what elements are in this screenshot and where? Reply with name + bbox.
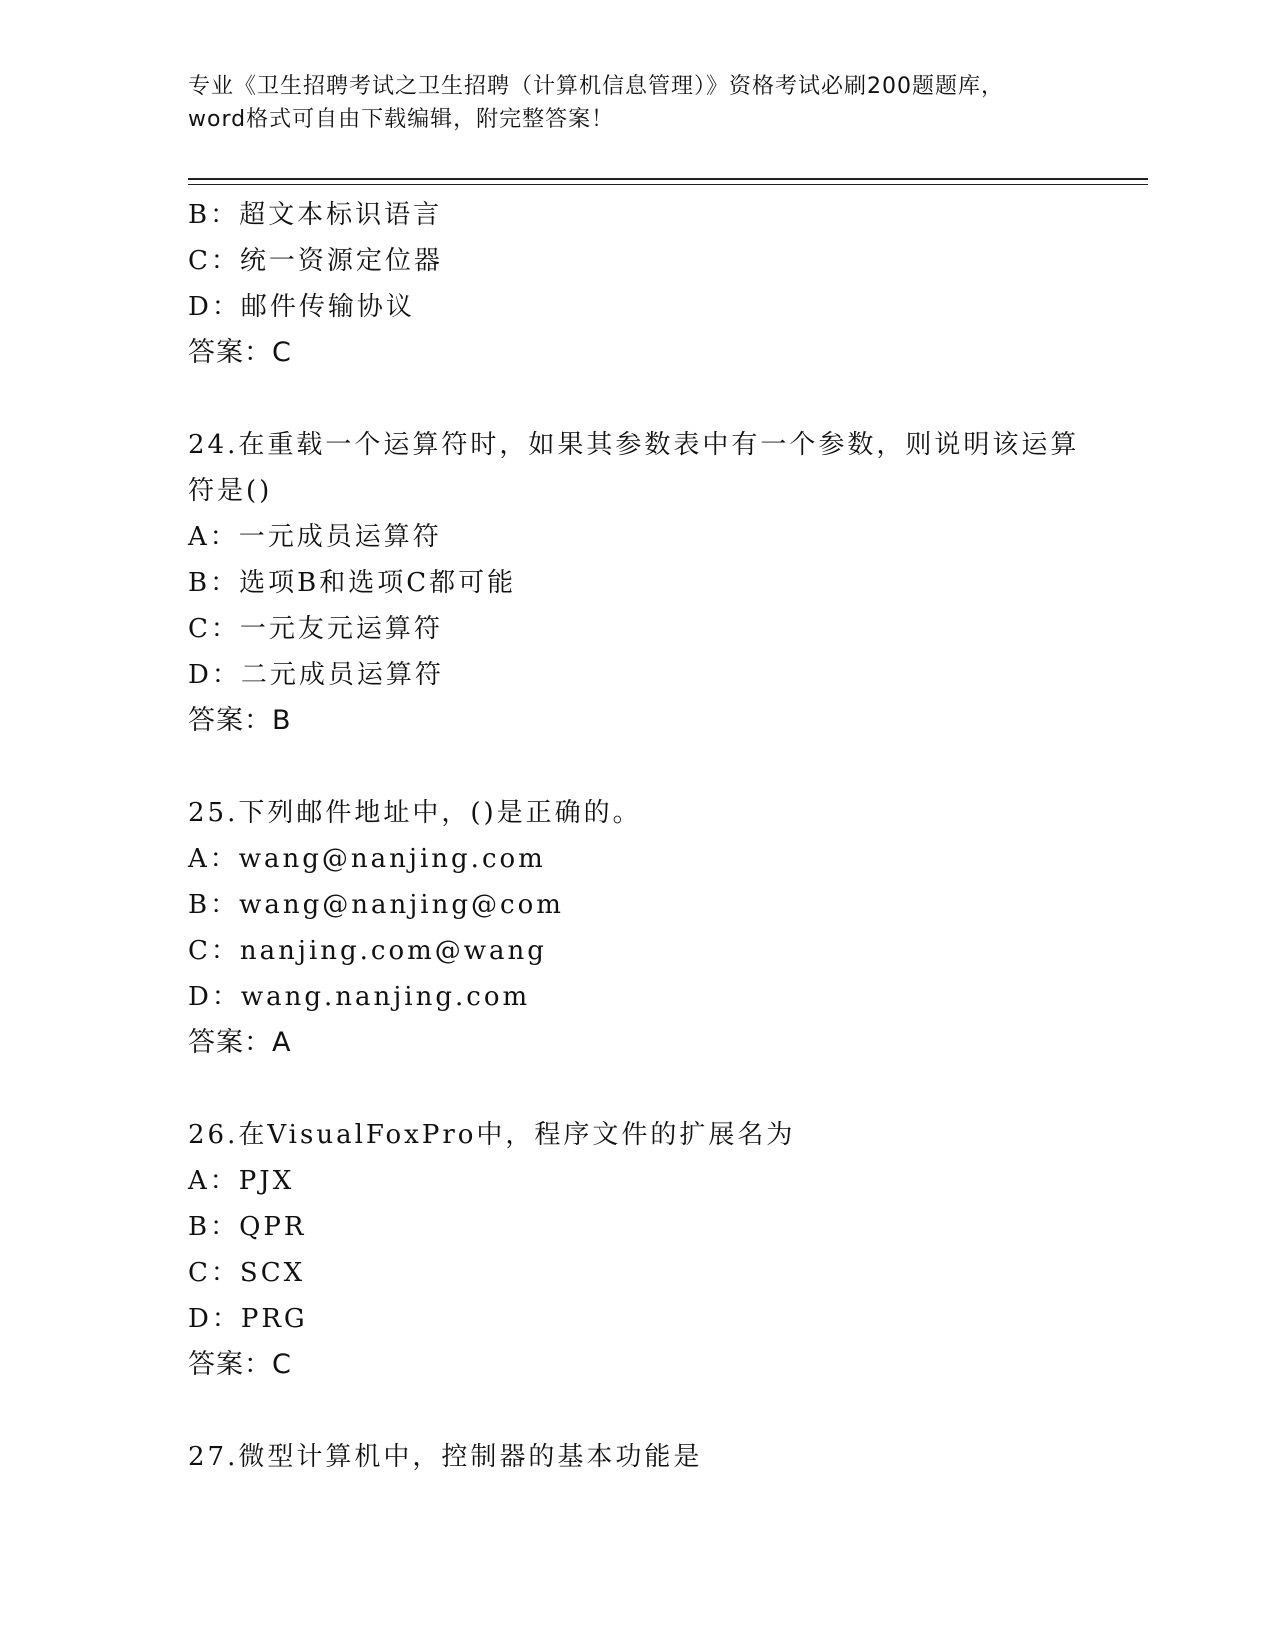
option-c: C：SCX: [188, 1258, 306, 1288]
spacer: [188, 1066, 1148, 1112]
question-text-continued: 符是(): [188, 476, 273, 506]
answer: 答案：C: [188, 1349, 292, 1380]
spacer: [188, 376, 1148, 422]
option-d: D：邮件传输协议: [188, 292, 415, 322]
answer: 答案：A: [188, 1027, 292, 1058]
option-d: D：wang.nanjing.com: [188, 982, 531, 1012]
option-a: A：一元成员运算符: [188, 522, 442, 552]
question-26: [188, 1112, 1148, 1388]
answer: 答案：B: [188, 705, 292, 736]
question-text: 26.在VisualFoxPro中，程序文件的扩展名为: [188, 1120, 796, 1150]
answer: 答案：C: [188, 337, 292, 368]
header-line-2: word格式可自由下载编辑，附完整答案！: [188, 107, 615, 132]
option-b: B：选项B和选项C都可能: [188, 568, 517, 598]
question-27: [188, 1434, 1148, 1480]
option-c: C：统一资源定位器: [188, 246, 443, 276]
question-text: 24.在重载一个运算符时，如果其参数表中有一个参数，则说明该运算: [188, 430, 1080, 460]
question-text: 27.微型计算机中，控制器的基本功能是: [188, 1442, 703, 1472]
option-b: B：QPR: [188, 1212, 307, 1242]
option-d: D：PRG: [188, 1304, 308, 1334]
document-header: [188, 70, 1088, 136]
option-b: B：wang@nanjing@com: [188, 890, 564, 920]
spacer: [188, 1388, 1148, 1434]
question-25: [188, 790, 1148, 1066]
question-text: 25.下列邮件地址中，()是正确的。: [188, 798, 642, 828]
header-divider-thin: [188, 184, 1148, 185]
option-c: C：nanjing.com@wang: [188, 936, 547, 966]
option-b: B：超文本标识语言: [188, 200, 443, 230]
option-a: A：PJX: [188, 1166, 295, 1196]
option-d: D：二元成员运算符: [188, 660, 444, 690]
header-divider-thick: [188, 178, 1148, 180]
option-c: C：一元友元运算符: [188, 614, 443, 644]
header-line-1: 专业《卫生招聘考试之卫生招聘（计算机信息管理）》资格考试必刷200题题库，: [188, 74, 1004, 99]
question-24: [188, 422, 1148, 744]
question-23-tail: [188, 192, 1148, 376]
spacer: [188, 744, 1148, 790]
option-a: A：wang@nanjing.com: [188, 844, 546, 874]
question-content: [188, 192, 1148, 1480]
